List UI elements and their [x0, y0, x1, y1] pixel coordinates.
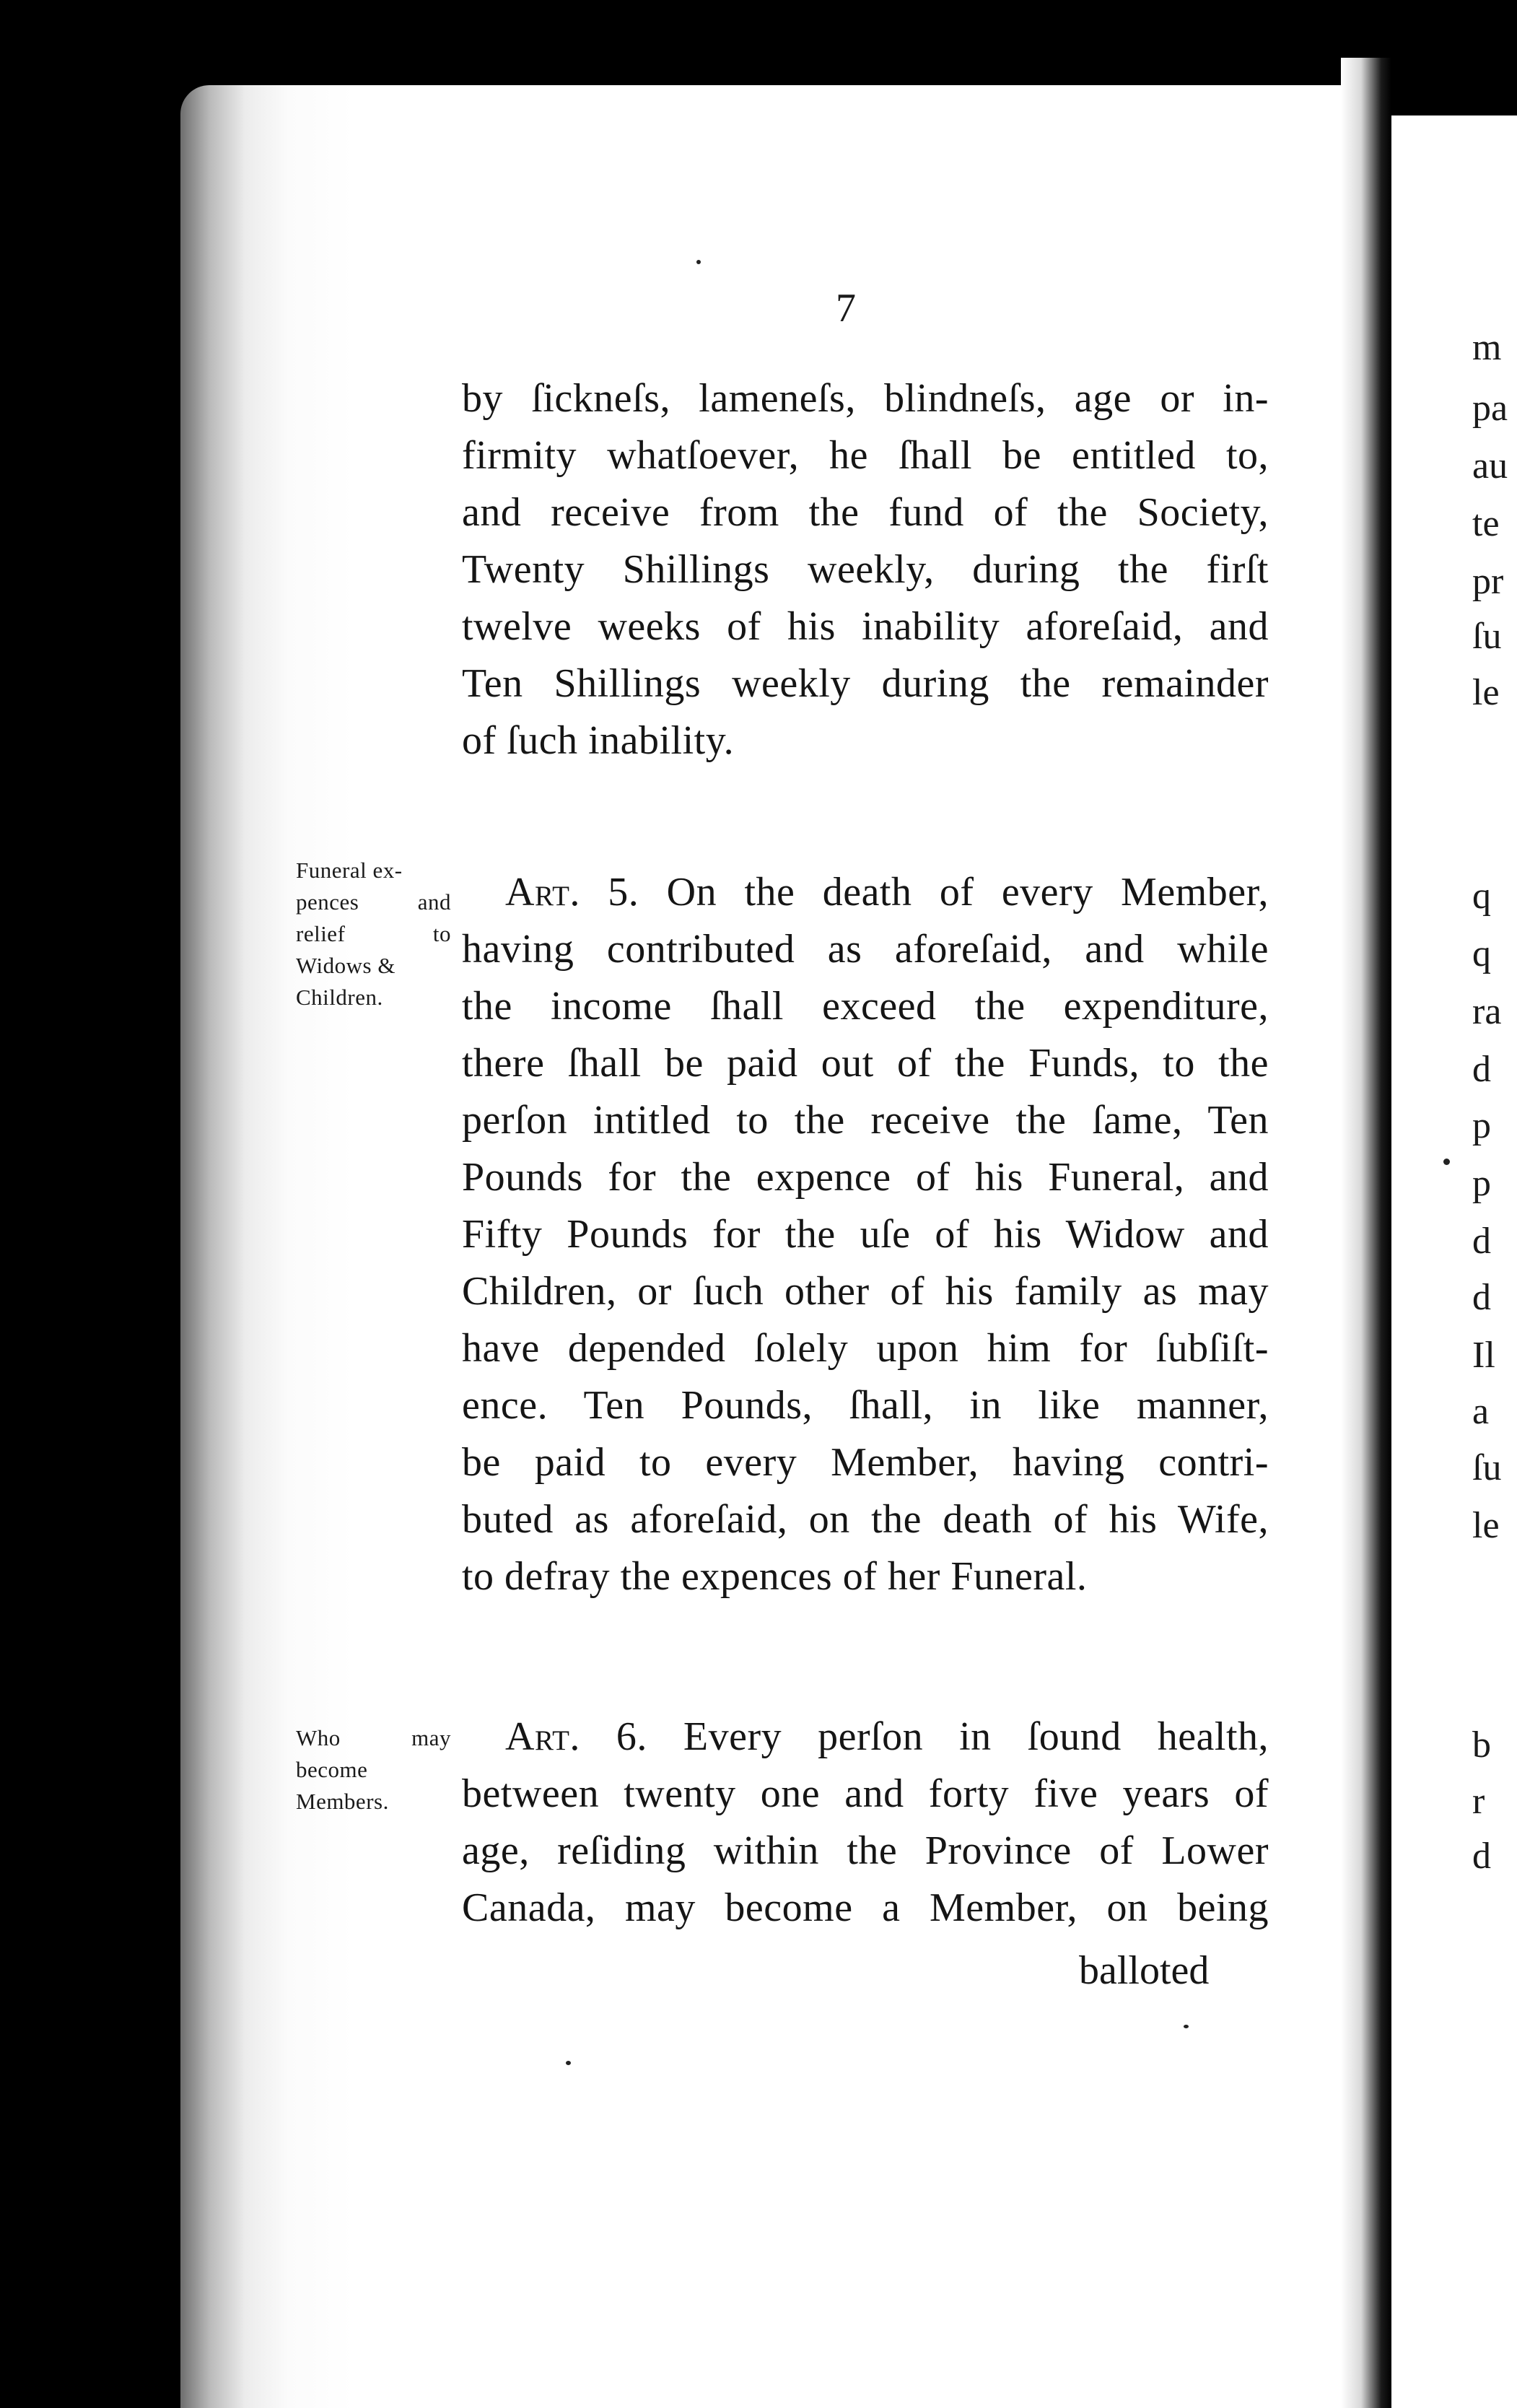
body-line: having contributed as aforeſaid, and while [462, 927, 1269, 972]
body-line: the income ſhall exceed the expenditure, [462, 984, 1269, 1029]
facing-page-fragment: d [1472, 1221, 1491, 1262]
page-number: 7 [836, 286, 856, 331]
body-line: Twenty Shillings weekly, during the firſt [462, 547, 1269, 592]
article-first-line [505, 1714, 1269, 1760]
margin-note-line: pences and [296, 889, 451, 915]
body-line: to defray the expences of her Funeral. [462, 1554, 1088, 1599]
body-line: Canada, may become a Member, on being [462, 1885, 1269, 1930]
facing-page-fragment: ſu [1472, 616, 1502, 657]
facing-page-fragment: pr [1472, 561, 1504, 602]
margin-note-line: Who may [296, 1725, 451, 1750]
margin-note-line: Children. [296, 985, 383, 1010]
facing-page-fragment: Il [1472, 1335, 1495, 1376]
facing-page-fragment: p [1472, 1163, 1491, 1204]
article-first-line-text: Every perſon in ſound health, [683, 1714, 1269, 1759]
body-line: Children, or ſuch other of his family as may [462, 1269, 1269, 1314]
body-line: and receive from the fund of the Society, [462, 490, 1269, 535]
body-line: buted as aforeſaid, on the death of his Wife, [462, 1497, 1269, 1542]
facing-page-fragment: p [1472, 1105, 1491, 1146]
catchword: balloted [1079, 1948, 1210, 1993]
scan-speck [696, 260, 701, 264]
book-gutter [1341, 58, 1391, 2408]
margin-note-line: Funeral ex- [296, 858, 403, 883]
body-line: ence. Ten Pounds, ſhall, in like manner, [462, 1383, 1269, 1428]
article-label: Art. 6. [505, 1714, 647, 1759]
facing-page-fragment: r [1472, 1781, 1485, 1822]
body-line: be paid to every Member, having contri- [462, 1440, 1269, 1485]
body-line: by ſickneſs, lameneſs, blindneſs, age or in- [462, 376, 1269, 421]
facing-page-fragment: pa [1472, 388, 1508, 429]
facing-page-fragment: d [1472, 1836, 1491, 1877]
article-first-line [505, 869, 1269, 915]
facing-page-fragment: au [1472, 445, 1508, 487]
margin-note-line: relief to [296, 921, 451, 946]
facing-page-fragment: ra [1472, 991, 1502, 1032]
body-line: firmity whatſoever, he ſhall be entitled to, [462, 433, 1269, 478]
body-line: age, reſiding within the Province of Lower [462, 1828, 1269, 1873]
facing-page-fragment: d [1472, 1049, 1491, 1090]
body-line: of ſuch inability. [462, 718, 735, 763]
facing-page-fragment: q [1472, 933, 1491, 974]
facing-page-fragment: d [1472, 1277, 1491, 1318]
facing-page-fragment: q [1472, 876, 1491, 917]
facing-page-fragment: m [1472, 327, 1502, 368]
facing-page-fragment: le [1472, 672, 1500, 713]
margin-note-line: Members. [296, 1789, 389, 1814]
body-line: Pounds for the expence of his Funeral, and [462, 1155, 1269, 1200]
body-line: have depended ſolely upon him for ſubſiſt- [462, 1326, 1269, 1371]
body-line: Ten Shillings weekly during the remainder [462, 661, 1269, 706]
margin-note-line: Widows & [296, 953, 395, 978]
body-line: perſon intitled to the receive the ſame, Ten [462, 1098, 1269, 1143]
body-line: Fifty Pounds for the uſe of his Widow and [462, 1212, 1269, 1257]
body-line: twelve weeks of his inability aforeſaid, and [462, 604, 1269, 649]
body-line: between twenty one and forty five years of [462, 1771, 1269, 1816]
body-line: there ſhall be paid out of the Funds, to the [462, 1041, 1269, 1086]
facing-page-fragment: le [1472, 1505, 1500, 1546]
facing-page-fragment: b [1472, 1724, 1491, 1766]
scan-speck [1443, 1159, 1450, 1165]
margin-note-line: become [296, 1757, 368, 1782]
facing-page-fragment: ſu [1472, 1447, 1502, 1488]
article-first-line-text: On the death of every Member, [666, 870, 1269, 915]
facing-page-fragment: te [1472, 503, 1500, 544]
facing-page-fragment: a [1472, 1391, 1490, 1432]
article-label: Art. 5. [505, 870, 639, 915]
scan-speck [1184, 2025, 1189, 2028]
scan-speck [566, 2061, 571, 2065]
